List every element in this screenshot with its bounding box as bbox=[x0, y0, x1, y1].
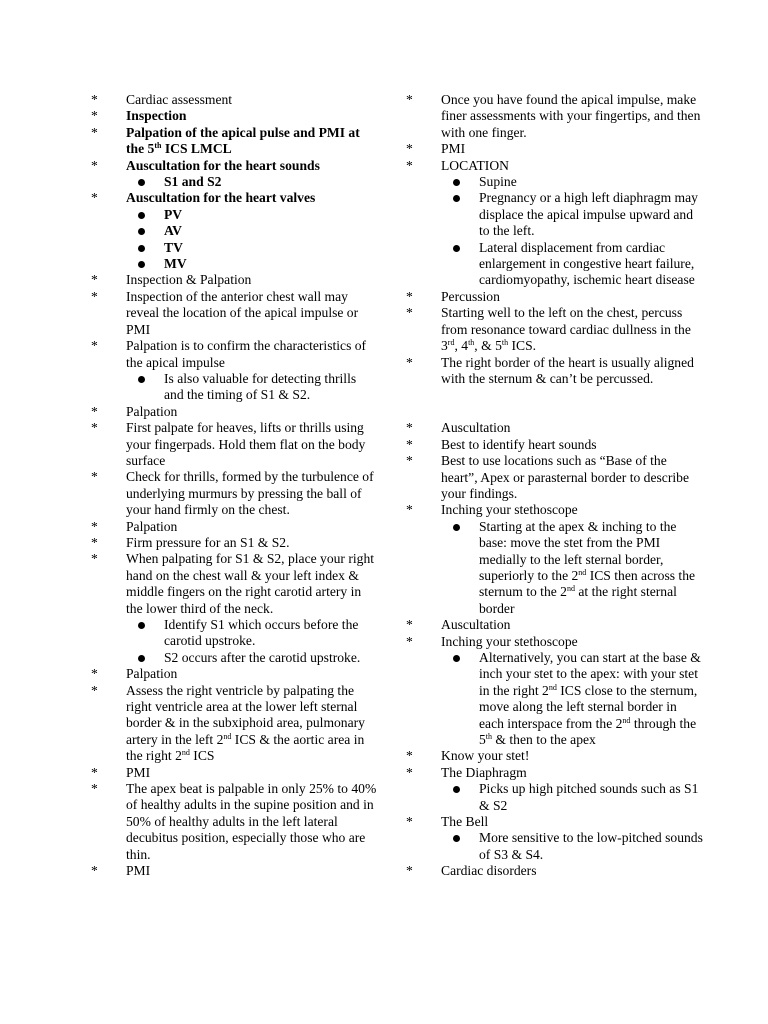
asterisk-marker: * bbox=[406, 436, 413, 452]
bullet-dot-icon bbox=[439, 240, 479, 256]
asterisk-marker: * bbox=[91, 403, 98, 419]
list-item bbox=[89, 158, 379, 174]
list-item bbox=[404, 502, 704, 518]
item-text: PMI bbox=[126, 764, 151, 780]
list-item bbox=[404, 420, 704, 436]
list-item bbox=[89, 404, 379, 420]
sub-item bbox=[124, 617, 379, 650]
asterisk-marker: * bbox=[406, 288, 413, 304]
sub-item bbox=[124, 256, 379, 272]
item-text: Assess the right ventricle by palpating the right ventricle area at the lower left sternal border & in the subxiphoid area, pulmonary artery in the left 2nd ICS & the aortic area in the right 2nd ICS bbox=[126, 682, 365, 764]
bullet-dot-icon bbox=[124, 650, 164, 666]
asterisk-marker: * bbox=[406, 814, 413, 830]
asterisk-marker: * bbox=[91, 108, 98, 124]
item-text: Auscultation for the heart valves bbox=[126, 190, 316, 206]
sub-item bbox=[439, 240, 704, 289]
list-item bbox=[404, 814, 704, 830]
item-text: Auscultation bbox=[441, 617, 511, 633]
sub-item bbox=[124, 223, 379, 239]
item-text: The right border of the heart is usually aligned with the sternum & can’t be percussed. bbox=[441, 354, 694, 386]
bullet-dot-icon bbox=[124, 240, 164, 256]
item-text: Once you have found the apical impulse, make finer assessments with your fingertips, and then with one finger. bbox=[441, 92, 701, 140]
asterisk-marker: * bbox=[91, 764, 98, 780]
list-item bbox=[89, 272, 379, 288]
left-column bbox=[89, 92, 379, 880]
sub-item-text: Is also valuable for detecting thrills and the timing of S1 & S2. bbox=[164, 370, 357, 403]
item-text: Palpation is to confirm the characteristics of the apical impulse bbox=[126, 338, 367, 370]
sub-item-text: More sensitive to the low-pitched sounds of S3 & S4. bbox=[479, 830, 703, 862]
asterisk-marker: * bbox=[406, 92, 413, 107]
asterisk-marker: * bbox=[91, 863, 98, 879]
bullet-dot-icon bbox=[124, 207, 164, 223]
list-item bbox=[404, 92, 704, 141]
list-item bbox=[404, 765, 704, 781]
sub-item bbox=[124, 207, 379, 223]
asterisk-marker: * bbox=[91, 288, 98, 304]
asterisk-marker: * bbox=[406, 141, 413, 157]
sub-item-text: Alternatively, you can start at the base & inch your stet to the apex: with your stet in the right 2nd ICS close to the sternum, move along the left sternal border in each interspace from the 2nd through the 5th & then to the apex bbox=[479, 650, 701, 748]
sub-item bbox=[439, 190, 704, 239]
bullet-dot-icon bbox=[439, 650, 479, 666]
bullet-dot-icon bbox=[124, 256, 164, 272]
list-item bbox=[404, 617, 704, 633]
sub-item bbox=[124, 174, 379, 190]
item-text: First palpate for heaves, lifts or thrills using your fingerpads. Hold them flat on the body surface bbox=[126, 420, 366, 468]
asterisk-marker: * bbox=[91, 469, 98, 485]
item-text: Inspection of the anterior chest wall may reveal the location of the apical impulse or PMI bbox=[126, 288, 359, 337]
item-text: Best to identify heart sounds bbox=[441, 436, 597, 452]
item-text: Cardiac disorders bbox=[441, 863, 537, 879]
item-text: Palpation bbox=[126, 518, 178, 534]
list-item bbox=[89, 781, 379, 863]
item-text: Inching your stethoscope bbox=[441, 633, 578, 649]
item-text: PMI bbox=[441, 141, 466, 157]
asterisk-marker: * bbox=[91, 551, 98, 567]
asterisk-marker: * bbox=[91, 124, 98, 140]
asterisk-marker: * bbox=[91, 518, 98, 534]
item-text: Palpation bbox=[126, 403, 178, 419]
sub-item-text: Identify S1 which occurs before the carotid upstroke. bbox=[164, 617, 359, 649]
list-item bbox=[404, 437, 704, 453]
asterisk-marker: * bbox=[406, 420, 413, 436]
list-item bbox=[89, 289, 379, 338]
sub-item-text: S2 occurs after the carotid upstroke. bbox=[164, 649, 361, 665]
asterisk-marker: * bbox=[406, 305, 413, 321]
asterisk-marker: * bbox=[91, 781, 98, 797]
item-text: Palpation bbox=[126, 666, 178, 682]
list-item bbox=[89, 338, 379, 371]
list-item bbox=[89, 469, 379, 518]
item-text: The apex beat is palpable in only 25% to 40% of healthy adults in the supine position and in 50% of healthy adults in the left lateral decubitus position, especially those who are thin. bbox=[126, 781, 377, 862]
asterisk-marker: * bbox=[91, 92, 98, 107]
sub-item bbox=[439, 781, 704, 814]
item-text: Cardiac assessment bbox=[126, 92, 233, 107]
list-item bbox=[89, 420, 379, 469]
asterisk-marker: * bbox=[406, 354, 413, 370]
item-text: When palpating for S1 & S2, place your right hand on the chest wall & your left index & middle fingers on the right carotid artery in the lower third of the neck. bbox=[126, 551, 375, 616]
list-item bbox=[404, 141, 704, 157]
item-text: The Bell bbox=[441, 814, 489, 830]
asterisk-marker: * bbox=[91, 682, 98, 698]
list-item bbox=[89, 190, 379, 206]
item-text: Firm pressure for an S1 & S2. bbox=[126, 534, 290, 550]
asterisk-marker: * bbox=[91, 190, 98, 206]
item-text: Check for thrills, formed by the turbulence of underlying murmurs by pressing the ball of your hand firmly on the chest. bbox=[126, 469, 374, 518]
sub-item-text: Lateral displacement from cardiac enlargement in congestive heart failure, cardiomyopathy, ischemic heart disease bbox=[479, 239, 695, 288]
sub-item bbox=[439, 830, 704, 863]
asterisk-marker: * bbox=[406, 157, 413, 173]
asterisk-marker: * bbox=[406, 633, 413, 649]
list-item bbox=[89, 765, 379, 781]
list-item bbox=[404, 355, 704, 388]
sub-item-text: Pregnancy or a high left diaphragm may displace the apical impulse upward and to the left. bbox=[479, 190, 698, 239]
asterisk-marker: * bbox=[91, 534, 98, 550]
item-text: The Diaphragm bbox=[441, 764, 527, 780]
asterisk-marker: * bbox=[406, 748, 413, 764]
asterisk-marker: * bbox=[91, 420, 98, 436]
list-item bbox=[404, 289, 704, 305]
asterisk-marker: * bbox=[406, 502, 413, 518]
list-item bbox=[89, 108, 379, 124]
list-item bbox=[404, 305, 704, 354]
asterisk-marker: * bbox=[406, 764, 413, 780]
item-text: PMI bbox=[126, 863, 151, 879]
bullet-dot-icon bbox=[439, 519, 479, 535]
item-text: Starting well to the left on the chest, percuss from resonance toward cardiac dullness in the 3rd, 4th, & 5th ICS. bbox=[441, 305, 691, 354]
asterisk-marker: * bbox=[91, 157, 98, 173]
list-item bbox=[89, 125, 379, 158]
bullet-dot-icon bbox=[439, 174, 479, 190]
list-item bbox=[89, 683, 379, 765]
sub-item-text: TV bbox=[164, 239, 183, 255]
sub-item-text: Starting at the apex & inching to the base: move the stet from the PMI medially to the left sternal border, superiorly to the 2nd ICS then across the sternum to the 2nd at the right sternal border bbox=[479, 518, 696, 616]
item-text: Inching your stethoscope bbox=[441, 502, 578, 518]
sub-item-text: AV bbox=[164, 223, 182, 239]
item-text: LOCATION bbox=[441, 157, 509, 173]
list-item bbox=[89, 92, 379, 108]
sub-item-text: Supine bbox=[479, 174, 517, 190]
sub-item bbox=[439, 650, 704, 748]
bullet-dot-icon bbox=[124, 371, 164, 387]
spacer bbox=[404, 387, 704, 420]
item-text: Inspection bbox=[126, 108, 187, 124]
list-item bbox=[89, 519, 379, 535]
asterisk-marker: * bbox=[406, 617, 413, 633]
bullet-dot-icon bbox=[124, 223, 164, 239]
sub-item bbox=[124, 650, 379, 666]
list-item bbox=[404, 863, 704, 879]
sub-item-text: MV bbox=[164, 256, 187, 272]
asterisk-marker: * bbox=[91, 272, 98, 288]
bullet-dot-icon bbox=[124, 174, 164, 190]
bullet-dot-icon bbox=[439, 830, 479, 846]
asterisk-marker: * bbox=[91, 666, 98, 682]
bullet-dot-icon bbox=[439, 190, 479, 206]
sub-item bbox=[124, 240, 379, 256]
sub-item bbox=[124, 371, 379, 404]
sub-item-text: S1 and S2 bbox=[164, 174, 222, 190]
item-text: Auscultation bbox=[441, 420, 511, 436]
list-item bbox=[404, 748, 704, 764]
list-item bbox=[404, 158, 704, 174]
item-text: Inspection & Palpation bbox=[126, 272, 252, 288]
right-column bbox=[404, 92, 704, 880]
item-text: Know your stet! bbox=[441, 748, 530, 764]
item-text: Palpation of the apical pulse and PMI at the 5th ICS LMCL bbox=[126, 124, 360, 157]
sub-item bbox=[439, 519, 704, 617]
asterisk-marker: * bbox=[406, 453, 413, 469]
bullet-dot-icon bbox=[439, 781, 479, 797]
list-item bbox=[404, 634, 704, 650]
sub-item bbox=[439, 174, 704, 190]
sub-item-text: PV bbox=[164, 206, 183, 222]
sub-item-text: Picks up high pitched sounds such as S1 & S2 bbox=[479, 781, 699, 813]
item-text: Auscultation for the heart sounds bbox=[126, 157, 320, 173]
list-item bbox=[89, 551, 379, 617]
item-text: Best to use locations such as “Base of the heart”, Apex or parasternal border to describe your findings. bbox=[441, 453, 689, 501]
list-item bbox=[89, 863, 379, 879]
bullet-dot-icon bbox=[124, 617, 164, 633]
asterisk-marker: * bbox=[91, 338, 98, 354]
list-item bbox=[89, 666, 379, 682]
list-item bbox=[404, 453, 704, 502]
asterisk-marker: * bbox=[406, 863, 413, 879]
item-text: Percussion bbox=[441, 288, 500, 304]
list-item bbox=[89, 535, 379, 551]
